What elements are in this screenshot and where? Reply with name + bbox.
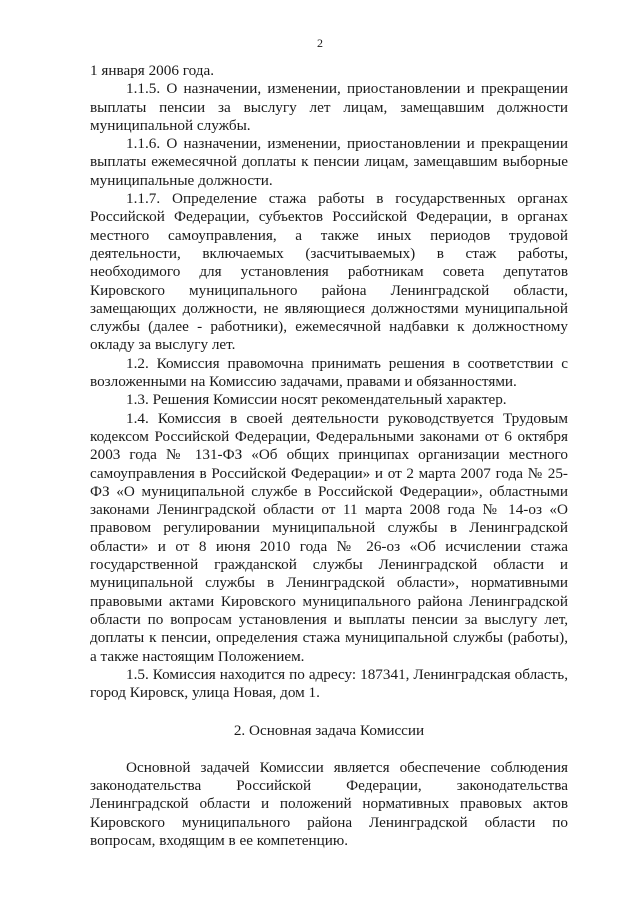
paragraph-continuation: 1 января 2006 года. bbox=[90, 62, 215, 79]
section-2-paragraph: Основной задачей Комиссии является обеспечение соблюдения законодательства Российской Федерации, законодательства Ленинградской области и положений нормативных правовых актов Кировского муниципального района Ленинградской области по вопросам, входящим в ее компетенцию. bbox=[90, 758, 568, 849]
paragraph-1-3: 1.3. Решения Комиссии носят рекомендательный характер. bbox=[126, 391, 507, 409]
paragraph-1-4: 1.4. Комиссия в своей деятельности руководствуется Трудовым кодексом Российской Федерации, Федеральными законами от 6 октября 2003 года № 131-ФЗ «Об общих принципах организации местного самоуправления в Российской Федерации» и от 2 марта 2007 года № 25-ФЗ «О муниципальной службе в Российской Федерации», областными законами Ленинградской области от 11 марта 2008 года № 14-оз «О правовом регулировании муниципальной службы в Ленинградской области» и от 8 июня 2010 года № 26-оз «Об исчислении стажа государственной гражданской службы Ленинградской области и муниципальной службы в Ленинградской области», нормативными правовыми актами Кировского муниципального района Ленинградской области по вопросам установления и выплаты пенсии за выслугу лет, доплаты к пенсии, определения стажа муниципальной службы (работы), а также настоящим Положением. bbox=[90, 409, 568, 665]
paragraph-1-2: 1.2. Комиссия правомочна принимать решения в соответствии с возложенными на Комиссию задачами, правами и обязанностями. bbox=[90, 354, 568, 391]
document-body bbox=[90, 62, 568, 850]
section-2-heading: 2. Основная задача Комиссии bbox=[233, 722, 425, 740]
paragraph-1-5: 1.5. Комиссия находится по адресу: 187341, Ленинградская область, город Кировск, улица Новая, дом 1. bbox=[90, 665, 568, 702]
page-number: 2 bbox=[317, 36, 323, 50]
paragraph-1-1-6: 1.1.6. О назначении, изменении, приостановлении и прекращении выплаты ежемесячной доплаты к пенсии лицам, замещавшим выборные муниципальные должности. bbox=[90, 135, 568, 189]
paragraph-1-1-7: 1.1.7. Определение стажа работы в государственных органах Российской Федерации, субъектов Российской Федерации, в органах местного самоуправления, а также иных периодов трудовой деятельности, включаемых (засчитываемых) в стаж работы, необходимого для установления работникам совета депутатов Кировского муниципального района Ленинградской области, замещающих должности, не являющиеся должностями муниципальной службы (далее - работники), ежемесячной надбавки к должностному окладу за выслугу лет. bbox=[90, 190, 568, 354]
paragraph-1-1-5: 1.1.5. О назначении, изменении, приостановлении и прекращении выплаты пенсии за выслугу лет лицам, замещавшим должности муниципальной службы. bbox=[90, 80, 568, 134]
